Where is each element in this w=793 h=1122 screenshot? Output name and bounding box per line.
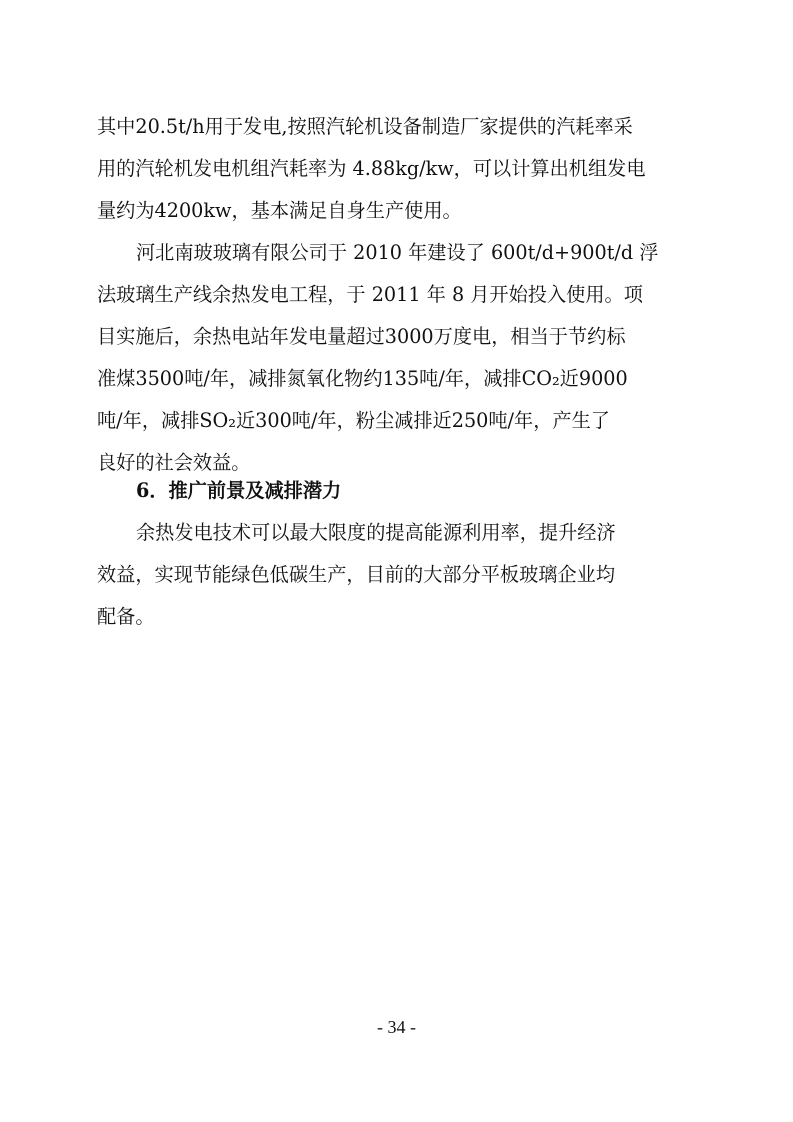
paragraph-2-line-6: 良好的社会效益。 — [97, 451, 251, 474]
paragraph-3-line-2: 效益，实现节能绿色低碳生产，目前的大部分平板玻璃企业均 — [97, 563, 616, 586]
paragraph-1-line-1: 其中20.5t/h用于发电,按照汽轮机设备制造厂家提供的汽耗率采 — [97, 115, 633, 138]
paragraph-1-line-3: 量约为4200kw，基本满足自身生产使用。 — [97, 199, 462, 222]
paragraph-1-line-2: 用的汽轮机发电机组汽耗率为 4.88kg/kw，可以计算出机组发电 — [97, 157, 646, 180]
paragraph-3-line-3: 配备。 — [97, 605, 155, 628]
paragraph-2-line-5: 吨/年，减排SO₂近300吨/年，粉尘减排近250吨/年，产生了 — [97, 409, 610, 432]
paragraph-2-line-4: 准煤3500吨/年，减排氮氧化物约135吨/年，减排CO₂近9000 — [97, 367, 628, 390]
paragraph-2-line-3: 目实施后，余热电站年发电量超过3000万度电，相当于节约标 — [97, 325, 626, 348]
paragraph-2-line-2: 法玻璃生产线余热发电工程，于 2011 年 8 月开始投入使用。项 — [97, 283, 643, 306]
paragraph-3-line-1: 余热发电技术可以最大限度的提高能源利用率，提升经济 — [136, 521, 616, 544]
section-heading: 6．推广前景及减排潜力 — [136, 479, 342, 502]
paragraph-2-line-1: 河北南玻玻璃有限公司于 2010 年建设了 600t/d+900t/d 浮 — [136, 241, 659, 264]
page-number: - 34 - — [377, 1017, 416, 1037]
